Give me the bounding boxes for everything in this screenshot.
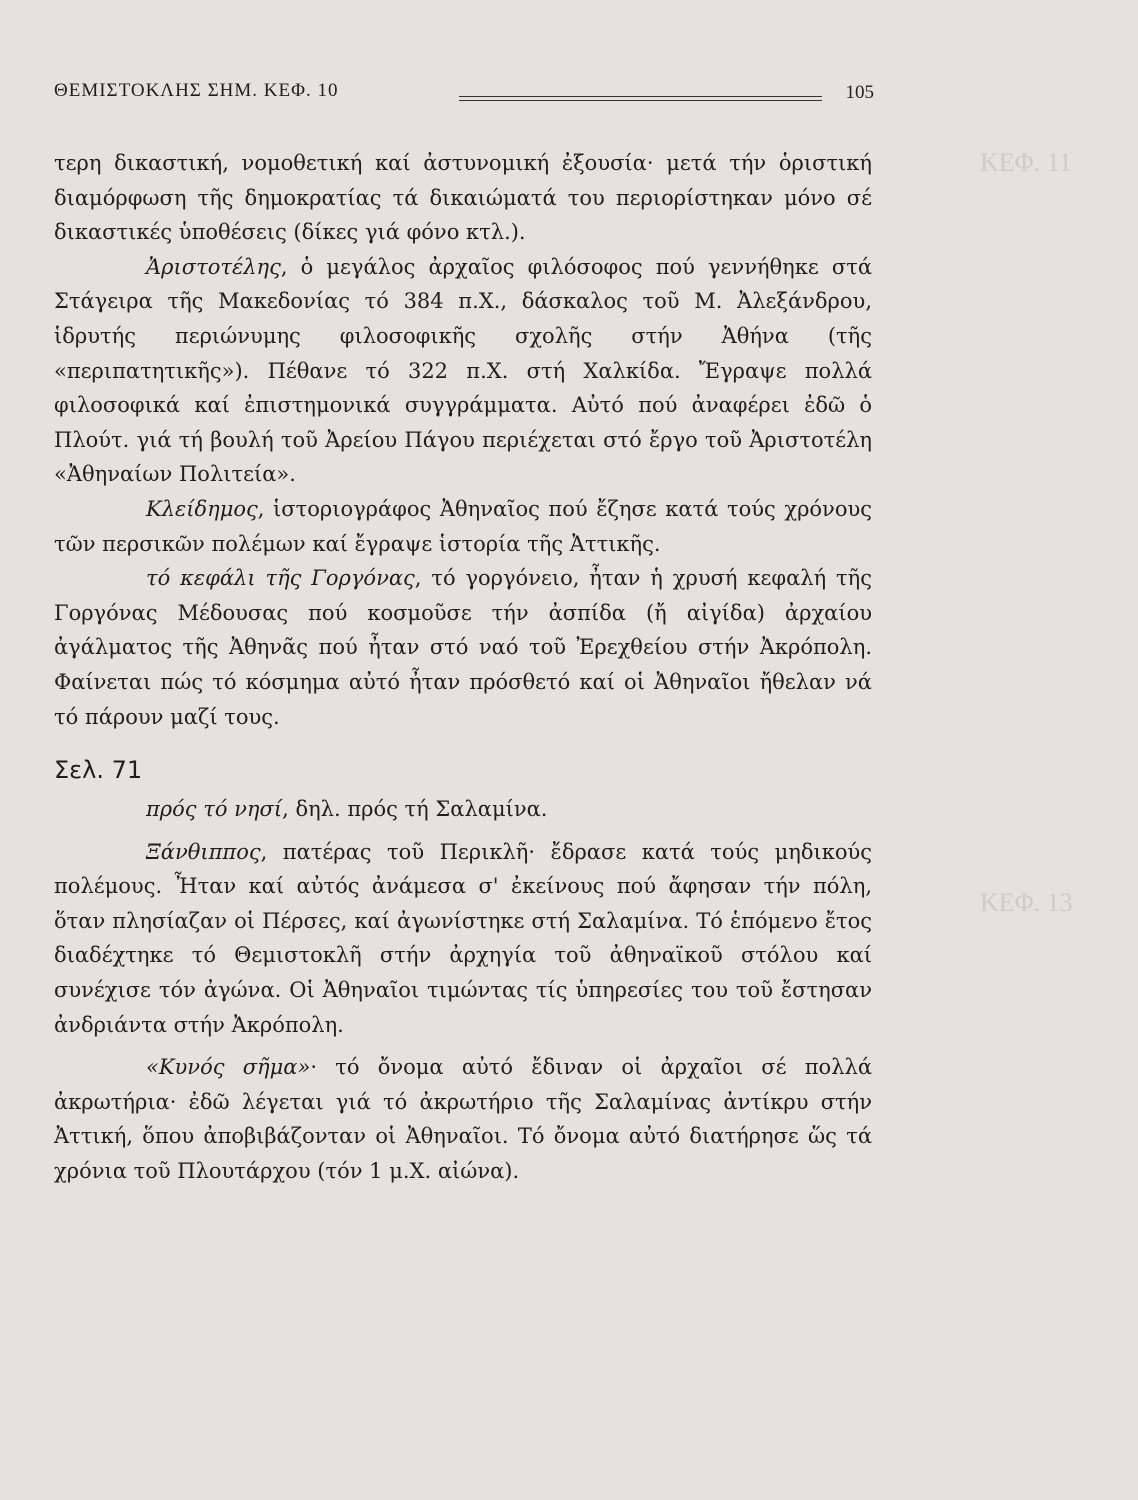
term: «Κυνός σῆμα» <box>146 1055 311 1080</box>
paragraph: τερη δικαστική, νομοθετική καί ἀστυνομική ἐξουσία· μετά τήν ὁριστική διαμόρφωση τῆς δημοκρατίας τά δικαιώματά του περιορίστηκαν μόνο σέ δικαστικές ὑποθέσεις (δίκες γιά φόνο κτλ.). <box>54 151 872 245</box>
paragraph: τό κεφάλι τῆς Γοργόνας, τό γοργόνειο, ἦταν ἡ χρυσή κεφαλή τῆς Γοργόνας Μέδουσας πού κοσμοῦσε τήν ἀσπίδα (ἤ αἰγίδα) ἀρχαίου ἀγάλματος τῆς Ἀθηνᾶς πού ἦταν στό ναό τοῦ Ἐρεχθείου στήν Ἀκρόπολη. Φαίνεται πώς τό κόσμημα αὐτό ἦταν πρόσθετό καί οἱ Ἀθηναῖοι ἤθελαν νά τό πάρουν μαζί τους. <box>54 566 872 729</box>
term: Κλείδημος <box>146 496 258 521</box>
body-text <box>54 146 872 1189</box>
paragraph: Κλείδημος, ἱστοριογράφος Ἀθηναῖος πού ἔζησε κατά τούς χρόνους τῶν περσικῶν πολέμων καί ἔγραψε ἱστορία τῆς Ἀττικῆς. <box>54 496 872 556</box>
term: Ξάνθιππος <box>146 839 261 864</box>
bleed-through-note-1: ΚΕΦ. 11 <box>980 148 1072 177</box>
term: Ἀριστοτέλης <box>146 254 281 279</box>
paragraph: «Κυνός σῆμα»· τό ὄνομα αὐτό ἔδιναν οἱ ἀρχαῖοι σέ πολλά ἀκρωτήρια· ἐδῶ λέγεται γιά τό ἀκρωτήριο τῆς Σαλαμίνας ἀντίκρυ στήν Ἀττική, ὅπου ἀποβιβάζονταν οἱ Ἀθηναῖοι. Τό ὄνομα αὐτό διατήρησε ὥς τά χρόνια τοῦ Πλουτάρχου (τόν 1 μ.Χ. αἰώνα). <box>54 1055 872 1184</box>
paragraph: Ἀριστοτέλης, ὁ μεγάλος ἀρχαῖος φιλόσοφος πού γεννήθηκε στά Στάγειρα τῆς Μακεδονίας τό 384 π.Χ., δάσκαλος τοῦ Μ. Ἀλεξάνδρου, ἱδρυτής περιώνυμης φιλοσοφικῆς σχολῆς στήν Ἀθήνα (τῆς «περιπατητικῆς»). Πέθανε τό 322 π.Χ. στή Χαλκίδα. Ἔγραψε πολλά φιλοσοφικά καί ἐπιστημονικά συγγράμματα. Αὐτό πού ἀναφέρει ἐδῶ ὁ Πλούτ. γιά τή βουλή τοῦ Ἀρείου Πάγου περιέχεται στό ἔργο τοῦ Ἀριστοτέλη «Ἀθηναίων Πολιτεία». <box>54 254 872 487</box>
header-title: ΘΕΜΙΣΤΟΚΛΗΣ ΣΗΜ. ΚΕΦ. 10 <box>54 80 339 101</box>
bleed-through-note-2: ΚΕΦ. 13 <box>980 888 1073 917</box>
header-rule <box>459 96 822 101</box>
paragraph: Ξάνθιππος, πατέρας τοῦ Περικλῆ· ἔδρασε κατά τούς μηδικούς πολέμους. Ἦταν καί αὐτός ἀνάμεσα σ' ἐκείνους πού ἄφησαν τήν πόλη, ὅταν πλησίαζαν οἱ Πέρσες, καί ἀγωνίστηκε στή Σαλαμίνα. Τό ἑπόμενο ἔτος διαδέχτηκε τό Θεμιστοκλῆ στήν ἀρχηγία τοῦ ἀθηναϊκοῦ στόλου καί συνέχισε τόν ἀγώνα. Οἱ Ἀθηναῖοι τιμώντας τίς ὑπηρεσίες του τοῦ ἔστησαν ἀνδριάντα στήν Ἀκρόπολη. <box>54 839 872 1037</box>
term: τό κεφάλι τῆς Γοργόνας <box>146 566 415 591</box>
section-heading: Σελ. 71 <box>54 756 143 785</box>
page-number: 105 <box>845 82 874 103</box>
paragraph: πρός τό νησί, δηλ. πρός τή Σαλαμίνα. <box>146 797 548 822</box>
running-header <box>54 80 874 112</box>
term: πρός τό νησί <box>146 797 283 822</box>
